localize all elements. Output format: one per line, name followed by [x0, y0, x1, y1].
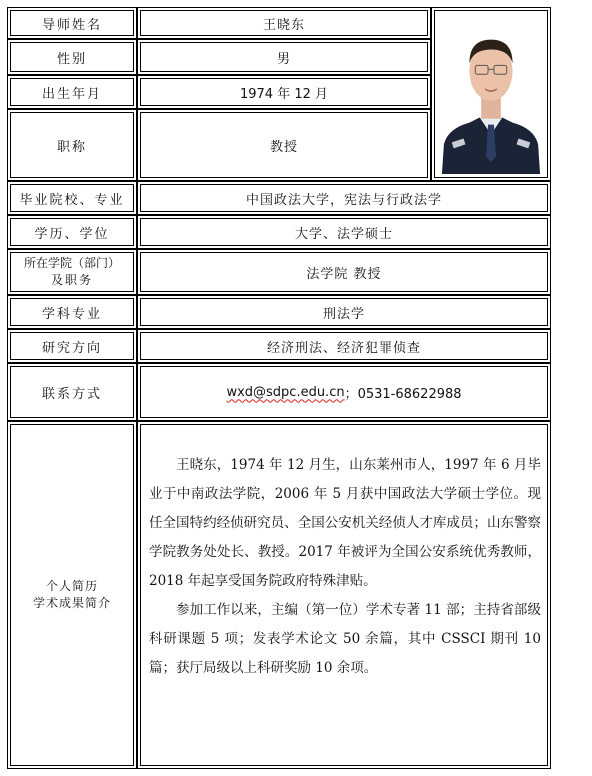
contact-phone: ；0531-68622988: [344, 386, 462, 402]
value-major: 刑法学: [140, 298, 548, 326]
value-contact: [140, 366, 548, 418]
contact-email[interactable]: wxd@sdpc.edu.cn: [226, 384, 345, 400]
value-college: 法学院 教授: [140, 252, 548, 292]
bio-paragraph-1: 王晓东，1974 年 12 月生，山东莱州市人，1997 年 6 月毕业于中南政法学院，2006 年 5 月获中国政法大学硕士学位。现任全国特约经侦研究员、全国公安机关经侦人才库成员；山东警察学院教务处处长、教授。2017 年被评为全国公安系统优秀教师，2018 年起享受国务院政府特殊津贴。: [149, 457, 541, 589]
bio-text: [140, 424, 548, 766]
label-college: 所在学院（部门） 及职务: [10, 252, 134, 292]
label-school: 毕业院校、专业: [10, 184, 134, 212]
photo-frame: [434, 10, 548, 178]
bio-paragraph-2: 参加工作以来，主编（第一位）学术专著 11 部；主持省部级科研课题 5 项；发表学术论文 50 余篇，其中 CSSCI 期刊 10 篇；获厅局级以上科研奖励 10 余项。: [149, 602, 541, 676]
value-title: 教授: [140, 112, 428, 178]
portrait-photo: [438, 14, 544, 174]
label-degree: 学历、学位: [10, 218, 134, 246]
label-major: 学科专业: [10, 298, 134, 326]
value-degree: 大学、法学硕士: [140, 218, 548, 246]
label-name: 导师姓名: [10, 10, 134, 36]
value-gender: 男: [140, 42, 428, 72]
label-title: 职称: [10, 112, 134, 178]
value-name: 王晓东: [140, 10, 428, 36]
label-research: 研究方向: [10, 332, 134, 360]
label-contact: 联系方式: [10, 366, 134, 418]
label-gender: 性别: [10, 42, 134, 72]
value-birth: 1974 年 12 月: [140, 78, 428, 106]
value-research: 经济刑法、经济犯罪侦查: [140, 332, 548, 360]
label-birth: 出生年月: [10, 78, 134, 106]
value-school: 中国政法大学，宪法与行政法学: [140, 184, 548, 212]
label-bio: 个人简历 学术成果简介: [10, 424, 134, 766]
